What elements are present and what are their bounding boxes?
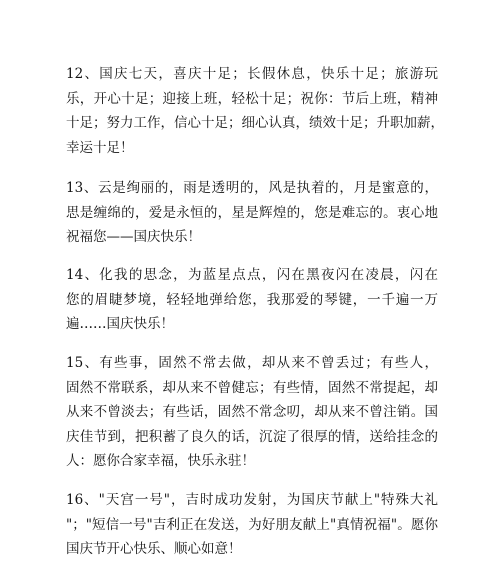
text-line: 庆佳节到，把积蓄了良久的话，沉淀了很厚的情，送给挂念的 [66, 428, 438, 445]
text-line: 固然不常联系，却从来不曾健忘；有些情，固然不常提起，却 [66, 379, 438, 396]
text-line: 十足；努力工作，信心十足；细心认真，绩效十足；升职加薪， [66, 115, 444, 131]
paragraph-14 [66, 263, 438, 337]
text-line: 15、有些事，固然不常去做，却从来不曾丢过；有些人， [66, 355, 438, 371]
text-line: 遍……国庆快乐！ [66, 316, 174, 332]
text-line: 16、"天宫一号"，吉时成功发射，为国庆节献上"特殊大礼 [66, 492, 438, 508]
text-line: 祝福您——国庆快乐！ [66, 229, 201, 245]
paragraph-15 [66, 351, 438, 474]
text-line: 乐，开心十足；迎接上班，轻松十足；祝你：节后上班，精神 [66, 90, 438, 107]
text-line: 人：愿你合家幸福，快乐永驻！ [66, 453, 255, 469]
paragraph-12 [66, 62, 444, 160]
text-line: 12、国庆七天，喜庆十足；长假休息，快乐十足；旅游玩 [66, 66, 438, 82]
paragraph-16 [66, 488, 438, 562]
text-line: 思是缠绵的，爱是永恒的，星是辉煌的，您是难忘的。衷心地 [66, 204, 438, 221]
text-line: 14、化我的思念，为蓝星点点，闪在黑夜闪在凌晨，闪在 [66, 267, 438, 283]
text-line: 您的眉睫梦境，轻轻地弹给您，我那爱的琴键，一千遍一万 [66, 291, 438, 308]
text-line: 从来不曾淡去；有些话，固然不常念叨，却从来不曾注销。国 [66, 404, 438, 420]
paragraph-13 [66, 176, 438, 250]
text-line: 13、云是绚丽的，雨是透明的，风是执着的，月是蜜意的， [66, 180, 438, 196]
text-line: 国庆节开心快乐、顺心如意！ [66, 541, 242, 557]
text-line: "；"短信一号"吉利正在发送，为好朋友献上"真情祝福"。愿你 [66, 516, 438, 533]
text-line: 幸运十足！ [66, 139, 134, 156]
